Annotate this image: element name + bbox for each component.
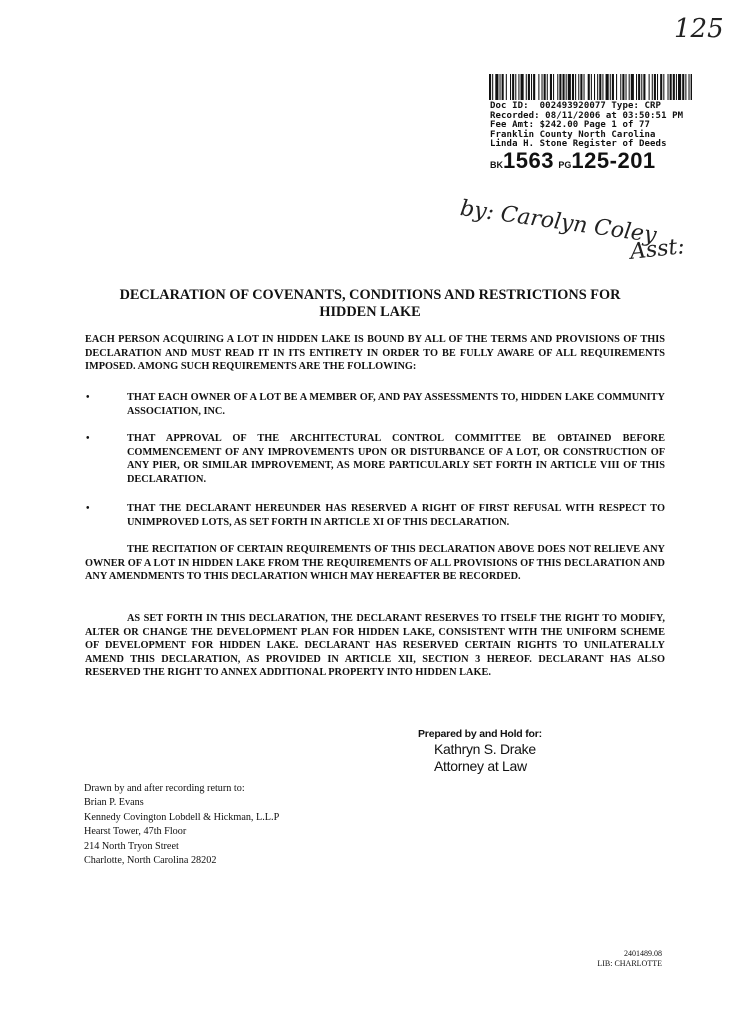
- stamp-recorded: Recorded: 08/11/2006 at 03:50:51 PM: [490, 110, 684, 121]
- stamp-county: Franklin County North Carolina: [490, 129, 656, 140]
- bullet-mark: •: [86, 392, 90, 403]
- handwritten-page-number: 125: [674, 14, 724, 44]
- preparer-name: Kathryn S. Drake: [434, 741, 536, 757]
- handwritten-note-line2: Asst:: [628, 234, 686, 265]
- bullet-mark: •: [86, 503, 90, 514]
- stamp-register: Linda H. Stone Register of Deeds: [490, 139, 667, 150]
- preparer-role: Attorney at Law: [434, 758, 527, 774]
- pg-label: PG: [558, 160, 572, 170]
- return-line: Kennedy Covington Lobdell & Hickman, L.L.P: [84, 811, 280, 823]
- title-line1: DECLARATION OF COVENANTS, CONDITIONS AND RESTRICTIONS FOR: [119, 287, 621, 303]
- book-number: 1563: [503, 148, 554, 173]
- document-number-footer: [560, 949, 662, 968]
- doc-library: LIB: CHARLOTTE: [597, 958, 662, 968]
- return-line: 214 North Tryon Street: [84, 840, 179, 852]
- return-line: Hearst Tower, 47th Floor: [84, 826, 187, 838]
- return-address-block: [84, 782, 279, 868]
- prepared-by-label: Prepared by and Hold for:: [418, 728, 542, 740]
- bullet-text: THAT EACH OWNER OF A LOT BE A MEMBER OF, AND PAY ASSESSMENTS TO, HIDDEN LAKE COMMUNITY ASSOCIATION, INC.: [127, 392, 665, 417]
- bk-label: BK: [490, 160, 503, 170]
- title-line2: HIDDEN LAKE: [319, 304, 421, 320]
- recording-stamp: [490, 102, 683, 150]
- bullet-mark: •: [86, 433, 90, 444]
- return-line: Brian P. Evans: [84, 797, 144, 809]
- bullet-text: THAT THE DECLARANT HEREUNDER HAS RESERVED A RIGHT OF FIRST REFUSAL WITH RESPECT TO UNIMPROVED LOTS, AS SET FORTH IN ARTICLE XI OF THIS DECLARATION.: [127, 503, 665, 528]
- stamp-doc-id: Doc ID: 002493920077 Type: CRP: [490, 101, 662, 111]
- book-page-reference: [490, 148, 656, 174]
- reservation-paragraph: AS SET FORTH IN THIS DECLARATION, THE DECLARANT RESERVES TO ITSELF THE RIGHT TO MODIFY, ALTER OR CHANGE THE DEVELOPMENT PLAN FOR HIDDEN LAKE, CONSISTENT WITH THE UNIFORM SCHEME OF DEVELOPMENT FOR HIDDEN LAKE. DECLARANT HAS RESERVED CERTAIN RIGHTS TO UNILATERALLY AMEND THIS DECLARATION, AS PROVIDED IN ARTICLE XII, SECTION 3 HEREOF. DECLARANT HAS ALSO RESERVED THE RIGHT TO ANNEX ADDITIONAL PROPERTY INTO HIDDEN LAKE.: [85, 613, 665, 679]
- return-line: Charlotte, North Carolina 28202: [84, 855, 217, 867]
- barcode: [489, 74, 692, 100]
- intro-paragraph: EACH PERSON ACQUIRING A LOT IN HIDDEN LAKE IS BOUND BY ALL OF THE TERMS AND PROVISIONS OF THIS DECLARATION AND MUST READ IT IN ITS ENTIRETY IN ORDER TO BE FULLY AWARE OF ALL REQUIREMENTS IMPOSED. AMONG SUCH REQUIREMENTS ARE THE FOLLOWING:: [85, 334, 665, 373]
- bullet-text: THAT APPROVAL OF THE ARCHITECTURAL CONTROL COMMITTEE BE OBTAINED BEFORE COMMENCEMENT OF ANY IMPROVEMENTS UPON OR DISTURBANCE OF A LOT, OR CONSTRUCTION OF ANY PIER, OR SIMILAR IMPROVEMENT, AS MORE PARTICULARLY SET FORTH IN ARTICLE VIII OF THIS DECLARATION.: [127, 433, 665, 485]
- page-range: 125-201: [571, 148, 656, 173]
- doc-number: 2401489.08: [624, 949, 662, 958]
- stamp-fee: Fee Amt: $242.00 Page 1 of 77: [490, 120, 651, 131]
- document-title: [60, 287, 680, 321]
- recital-paragraph: THE RECITATION OF CERTAIN REQUIREMENTS OF THIS DECLARATION ABOVE DOES NOT RELIEVE ANY OWNER OF A LOT IN HIDDEN LAKE FROM THE REQUIREMENTS OF ALL PROVISIONS OF THIS DECLARATION AND ANY AMENDMENTS TO THIS DECLARATION WHICH MAY HEREAFTER BE RECORDED.: [85, 544, 665, 583]
- prepared-by-block: [418, 728, 618, 775]
- handwritten-note: by: Carolyn Coley: [458, 196, 658, 249]
- return-label: Drawn by and after recording return to:: [84, 783, 245, 794]
